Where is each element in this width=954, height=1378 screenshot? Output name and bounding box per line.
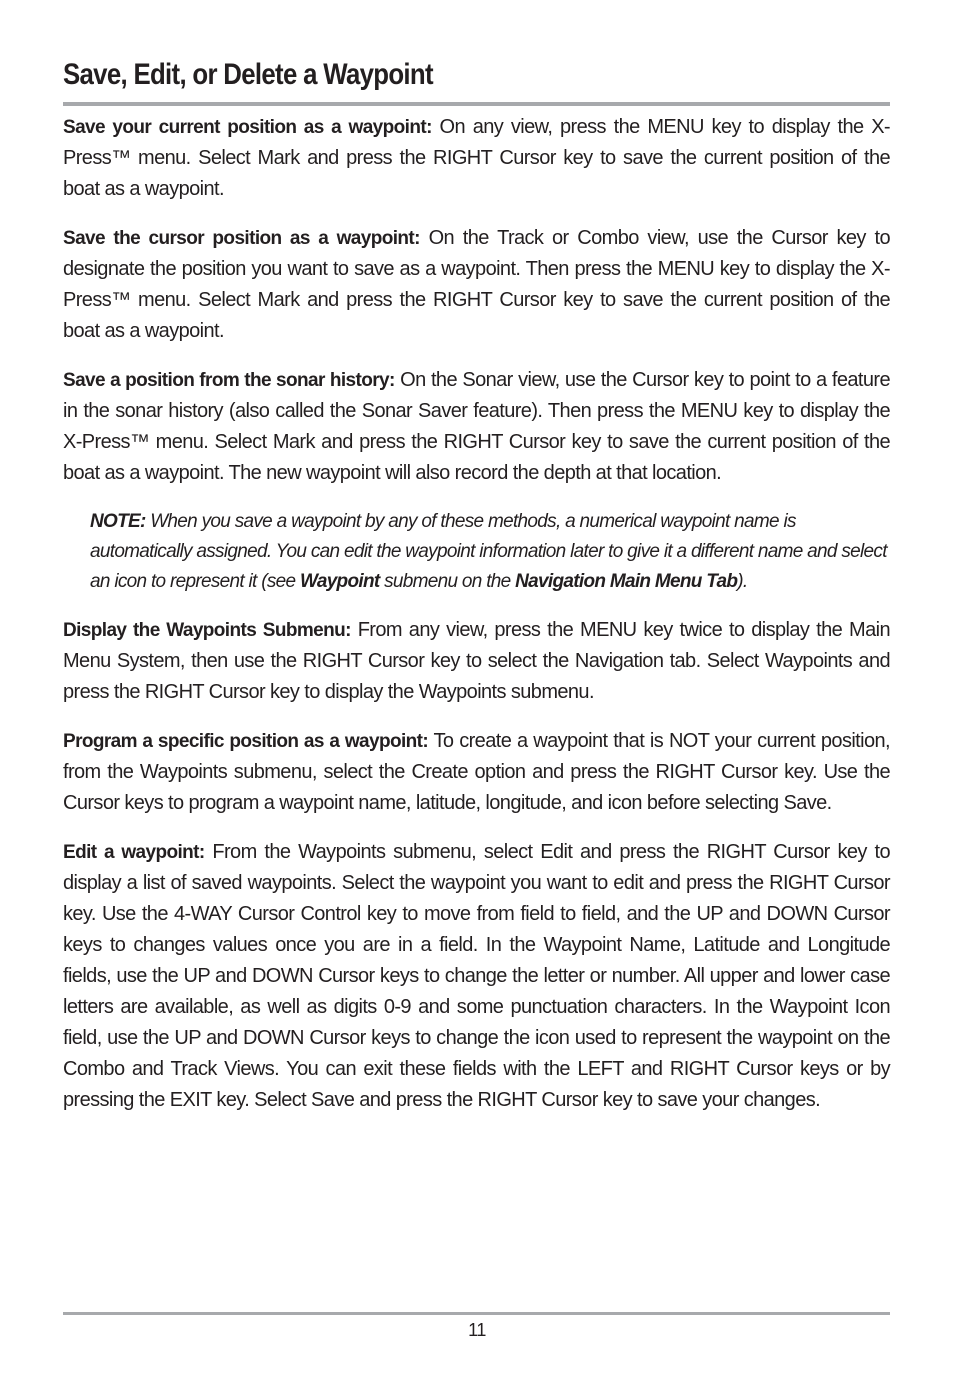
paragraph-lead: Save the cursor position as a waypoint:	[63, 228, 420, 249]
page-content	[63, 112, 890, 1134]
note-block	[90, 507, 890, 597]
paragraph-text: On any view, press the MENU key to display the X-Press™ menu. Select Mark and press the RIGHT Cursor key to save the current position of the boat as a waypoint.	[63, 116, 890, 200]
paragraph-save-cursor-position	[63, 223, 890, 347]
paragraph-text: On the Sonar view, use the Cursor key to point to a feature in the sonar history (also called the Sonar Saver feature). Then press the MENU key to display the X-Press™ menu. Select Mark and press the RIGHT Cursor key to save the current position of the boat as a waypoint. The new waypoint will also record the depth at that location.	[63, 369, 890, 484]
page-title: Save, Edit, or Delete a Waypoint	[63, 58, 433, 91]
paragraph-save-sonar-history	[63, 365, 890, 489]
paragraph-lead: Save a position from the sonar history:	[63, 370, 395, 391]
paragraph-text: On the Track or Combo view, use the Cursor key to designate the position you want to save as a waypoint. Then press the MENU key to display the X-Press™ menu. Select Mark and press the RIGHT Cursor key to save the current position of the boat as a waypoint.	[63, 227, 890, 342]
footer-divider	[63, 1312, 890, 1315]
note-text: ).	[737, 571, 748, 592]
paragraph-text: From the Waypoints submenu, select Edit and press the RIGHT Cursor key to display a list of saved waypoints. Select the waypoint you want to edit and press the RIGHT Cursor key. Use the 4-WAY Cursor Control key to move from field to field, and the UP and DOWN Cursor keys to changes values once you are in a field. In the Waypoint Name, Latitude and Longitude fields, use the UP and DOWN Cursor keys to change the letter or number. All upper and lower case letters are available, as well as digits 0-9 and some punctuation characters. In the Waypoint Icon field, use the UP and DOWN Cursor keys to change the icon used to represent the waypoint on the Combo and Track Views. You can exit these fields with the LEFT and RIGHT Cursor keys or by pressing the EXIT key. Select Save and press the RIGHT Cursor key to save your changes.	[63, 841, 890, 1111]
paragraph-program-waypoint	[63, 726, 890, 819]
paragraph-text: To create a waypoint that is NOT your current position, from the Waypoints submenu, select the Create option and press the RIGHT Cursor key. Use the Cursor keys to program a waypoint name, latitude, longitude, and icon before selecting Save.	[63, 730, 890, 814]
paragraph-lead: Save your current position as a waypoint:	[63, 117, 432, 138]
note-text: When you save a waypoint by any of these methods, a numerical waypoint name is automatically assigned. You can edit the waypoint information later to give it a different name and select an icon to represent it (see	[90, 511, 887, 592]
paragraph-lead: Display the Waypoints Submenu:	[63, 620, 351, 641]
paragraph-display-waypoints-submenu	[63, 615, 890, 708]
title-divider	[63, 102, 890, 106]
paragraph-save-current-position	[63, 112, 890, 205]
paragraph-edit-waypoint	[63, 837, 890, 1116]
paragraph-lead: Program a specific position as a waypoint:	[63, 731, 429, 752]
paragraph-text: From any view, press the MENU key twice to display the Main Menu System, then use the RIGHT Cursor key to select the Navigation tab. Select Waypoints and press the RIGHT Cursor key to display the Waypoints submenu.	[63, 619, 890, 703]
page-number: 11	[468, 1320, 486, 1340]
paragraph-lead: Edit a waypoint:	[63, 842, 205, 863]
note-reference-navigation-tab: Navigation Main Menu Tab	[515, 571, 738, 592]
note-label: NOTE:	[90, 511, 146, 532]
note-reference-waypoint: Waypoint	[299, 571, 380, 592]
note-text: submenu on the	[379, 571, 516, 592]
